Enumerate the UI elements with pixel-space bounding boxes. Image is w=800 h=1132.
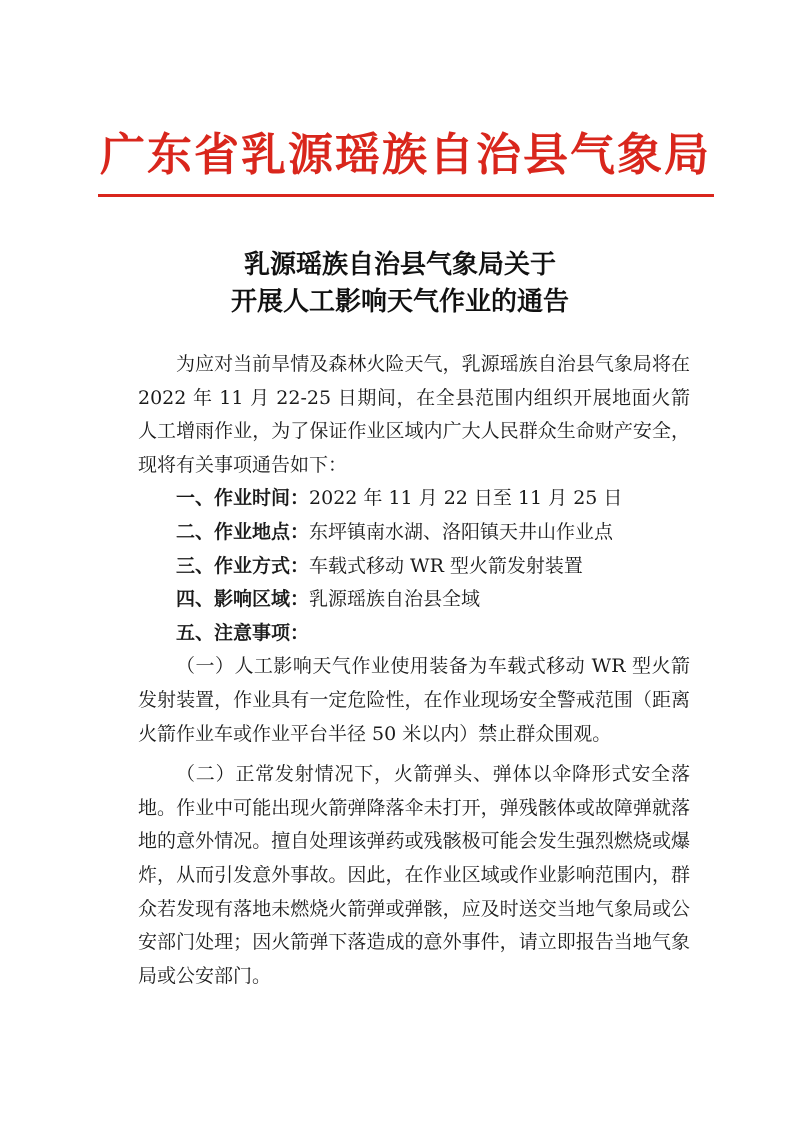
document-title-line-1: 乳源瑶族自治县气象局关于 xyxy=(243,250,556,280)
intro-paragraph: 为应对当前旱情及森林火险天气，乳源瑶族自治县气象局将在 2022 年 11 月 22-25 日期间，在全县范围内组织开展地面火箭人工增雨作业，为了保证作业区域内广大人民群众生命财产安全，现将有关事项通告如下： xyxy=(138,353,690,476)
item-notes xyxy=(138,617,690,651)
item-location-value: 东坪镇南水湖、洛阳镇天井山作业点 xyxy=(309,520,614,543)
item-location xyxy=(138,516,690,550)
item-method-value: 车载式移动 WR 型火箭发射装置 xyxy=(309,554,583,577)
item-area-value: 乳源瑶族自治县全域 xyxy=(309,588,481,611)
item-time xyxy=(138,482,690,516)
note-paragraph-2: （二）正常发射情况下，火箭弹头、弹体以伞降形式安全落地。作业中可能出现火箭弹降落伞未打开，弹残骸体或故障弹就落地的意外情况。擅自处理该弹药或残骸极可能会发生强烈燃烧或爆炸，从而引发意外事故。因此，在作业区域或作业影响范围内，群众若发现有落地未燃烧火箭弹或弹骸，应及时送交当地气象局或公安部门处理；因火箭弹下落造成的意外事件，请立即报告当地气象局或公安部门。 xyxy=(138,763,690,987)
item-method-label: 三、作业方式： xyxy=(176,554,310,577)
item-time-value: 2022 年 11 月 22 日至 11 月 25 日 xyxy=(309,487,623,510)
letterhead-red-rule xyxy=(98,194,714,197)
item-time-label: 一、作业时间： xyxy=(176,487,310,510)
item-location-label: 二、作业地点： xyxy=(176,520,310,543)
document-title-line-2: 开展人工影响天气作业的通告 xyxy=(230,287,569,317)
item-method xyxy=(138,550,690,584)
item-notes-label: 五、注意事项： xyxy=(176,621,310,644)
document-body xyxy=(138,348,690,993)
note-paragraph-1: （一）人工影响天气作业使用装备为车载式移动 WR 型火箭发射装置，作业具有一定危险性，在作业现场安全警戒范围（距离火箭作业车或作业平台半径 50 米以内）禁止群众围观。 xyxy=(138,655,690,745)
item-area-label: 四、影响区域： xyxy=(176,588,310,611)
paragraph-gap xyxy=(138,751,690,758)
item-area xyxy=(138,583,690,617)
agency-letterhead: 广东省乳源瑶族自治县气象局 xyxy=(100,128,712,181)
